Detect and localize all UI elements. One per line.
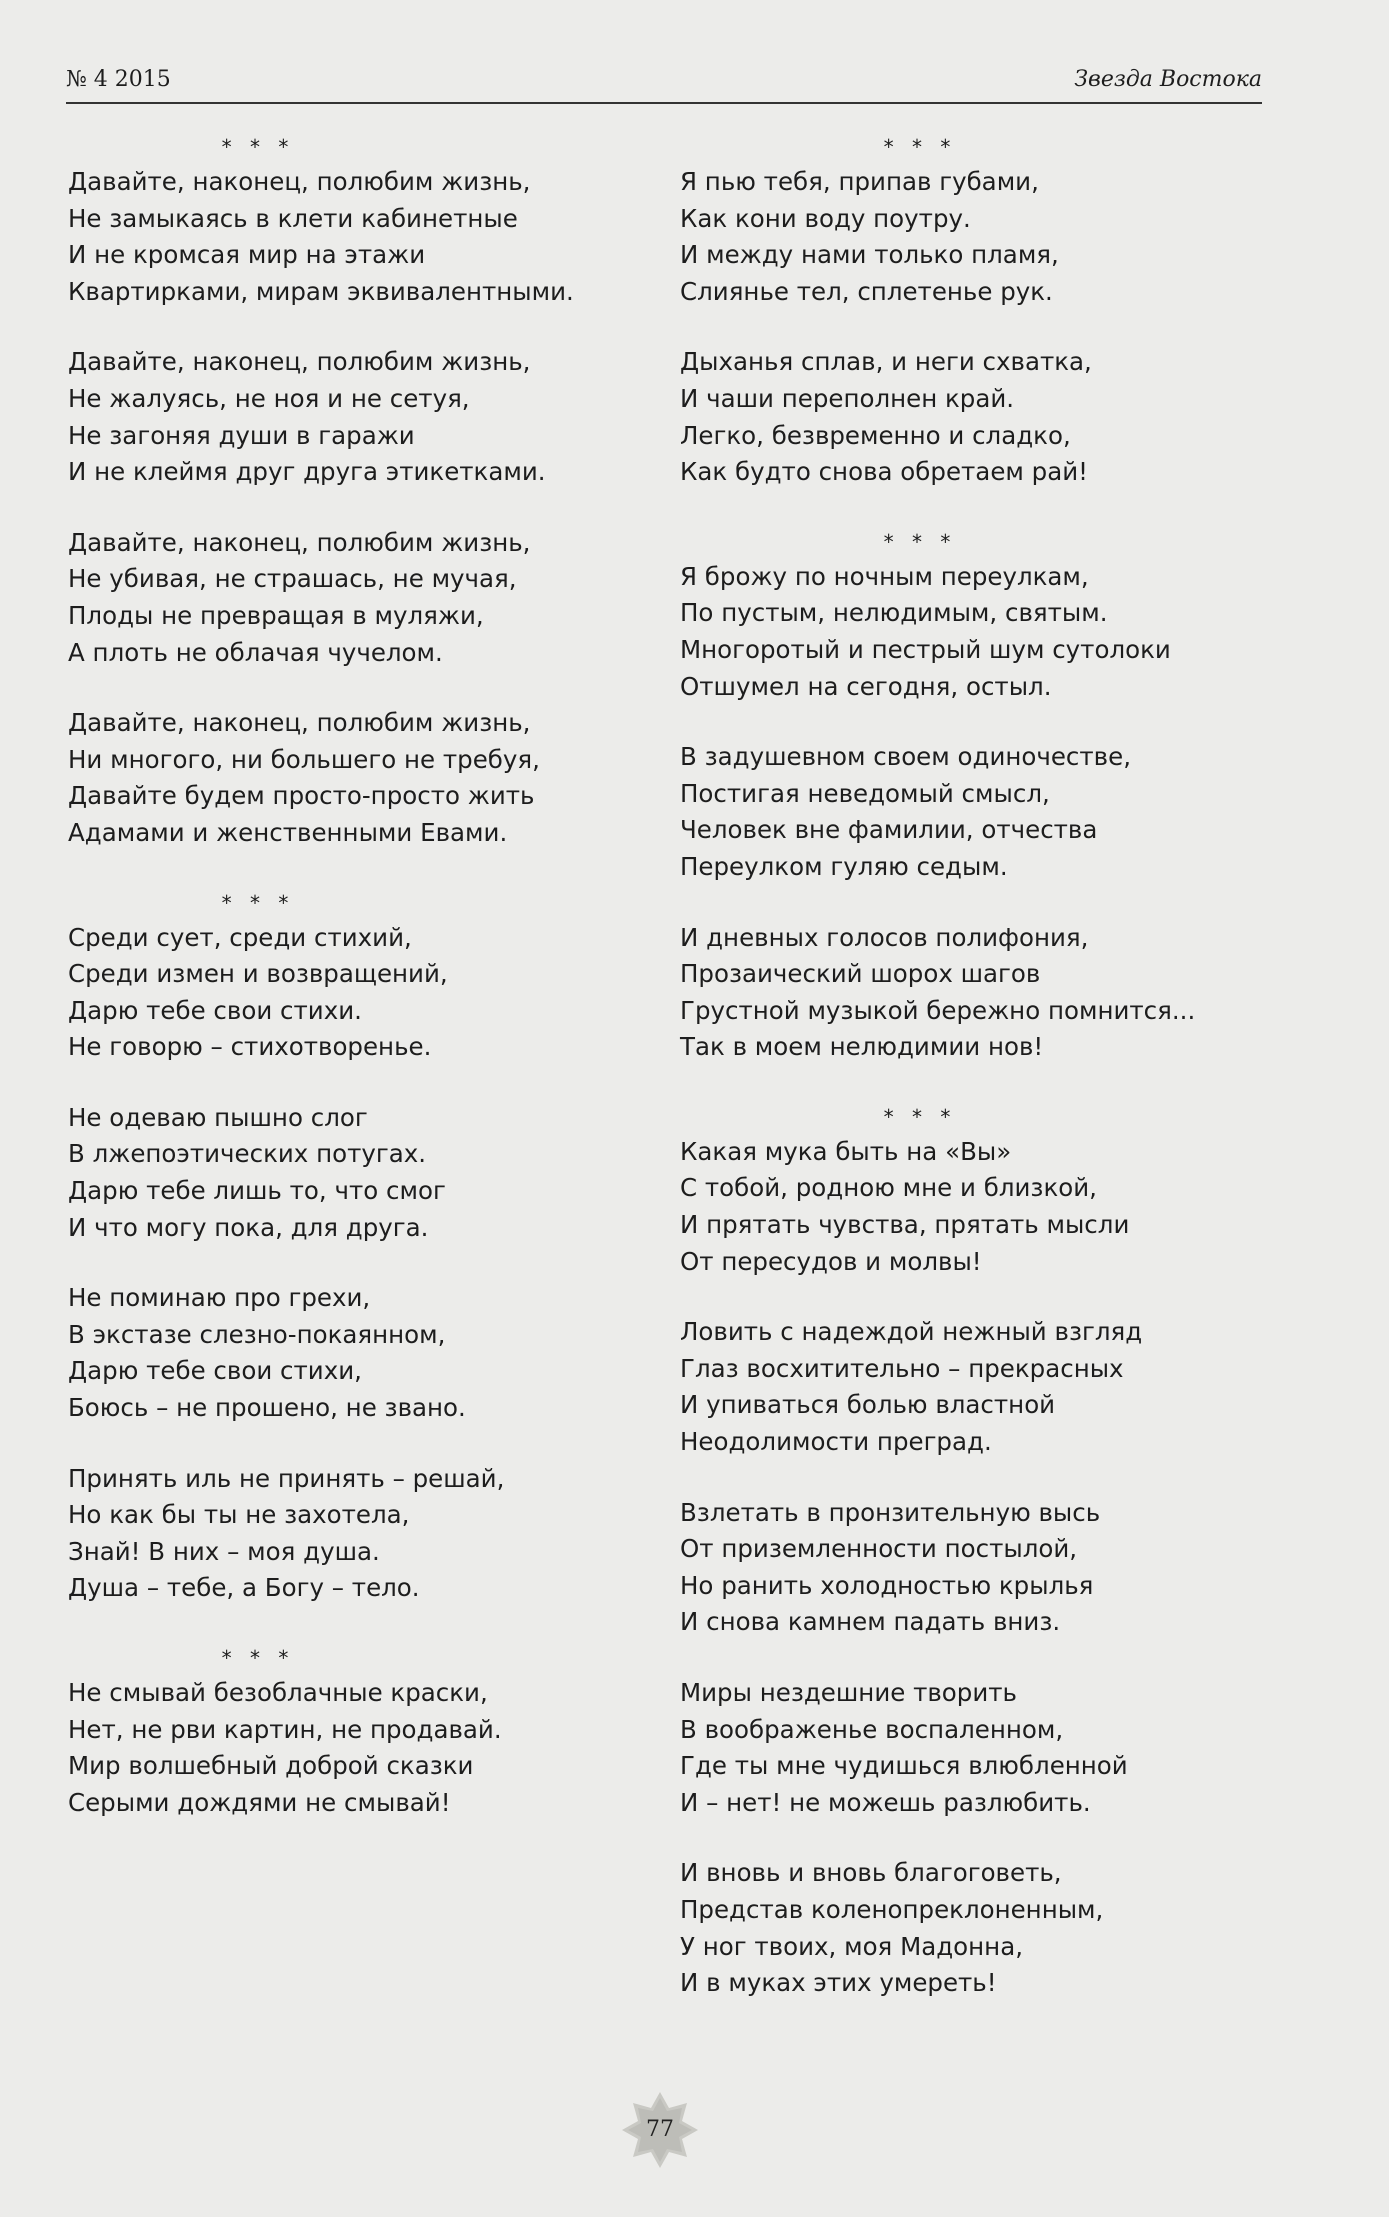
poem-stanza xyxy=(680,1134,1280,1280)
poem-line: Слиянье тел, сплетенье рук. xyxy=(680,276,1053,306)
poem-stanza xyxy=(680,920,1280,1066)
poem-stanza xyxy=(680,1314,1280,1460)
poem-stanza xyxy=(68,1280,658,1426)
poem-line: Как будто снова обретаем рай! xyxy=(680,457,1088,487)
poem-stanza xyxy=(68,164,658,310)
poem-line: Давайте, наконец, полюбим жизнь, xyxy=(68,527,531,557)
poem-stanza xyxy=(68,1675,658,1821)
poem-line: Где ты мне чудишься влюбленной xyxy=(680,1751,1128,1781)
poem-line: В задушевном своем одиночестве, xyxy=(680,742,1131,772)
left-column xyxy=(68,130,658,1855)
poem-line: Не говорю – стихотворенье. xyxy=(68,1032,432,1062)
poem-line: Не замыкаясь в клети кабинетные xyxy=(68,203,518,233)
poem-line: И не клеймя друг друга этикетками. xyxy=(68,457,546,487)
poem-line: Так в моем нелюдимии нов! xyxy=(680,1032,1044,1062)
section-divider-stars: * * * xyxy=(883,135,957,159)
poem-line: Ловить с надеждой нежный взгляд xyxy=(680,1317,1143,1347)
poem-line: И дневных голосов полифония, xyxy=(680,922,1089,952)
poem-line: Миры нездешние творить xyxy=(680,1678,1017,1707)
section-divider-stars: * * * xyxy=(883,529,957,554)
poem-line: Неодолимости преград. xyxy=(680,1427,992,1457)
section-divider-stars: * * * xyxy=(883,1104,957,1129)
page-number: 77 xyxy=(646,2117,674,2142)
poem-line: В экстазе слезно-покаянном, xyxy=(68,1319,446,1349)
poem-line: Боюсь – не прошено, не звано. xyxy=(68,1393,466,1423)
poem-stanza xyxy=(680,1855,1280,2001)
poem-line: Не загоняя души в гаражи xyxy=(68,420,415,450)
poem-line: Какая мука быть на «Вы» xyxy=(680,1136,1012,1166)
poem-line: Мир волшебный доброй сказки xyxy=(68,1751,474,1781)
section-divider-stars: * * * xyxy=(221,1646,295,1670)
poem-line: Дарю тебе свои стихи. xyxy=(68,995,362,1025)
poem-line: И упиваться болью властной xyxy=(680,1390,1056,1420)
poem-line: Адамами и женственными Евами. xyxy=(68,817,508,847)
poem-stanza xyxy=(68,344,658,490)
poem-line: Я пью тебя, припав губами, xyxy=(680,167,1039,196)
poem-line: Давайте, наконец, полюбим жизнь, xyxy=(68,708,531,738)
poem-stanza xyxy=(68,1100,658,1246)
page-header xyxy=(66,58,1262,104)
poem-line: Легко, безвременно и сладко, xyxy=(680,420,1071,450)
poem-line: И прятать чувства, прятать мысли xyxy=(680,1210,1130,1240)
poem-line: От приземленности постылой, xyxy=(680,1534,1078,1564)
poem-line: Дарю тебе лишь то, что смог xyxy=(68,1176,446,1206)
poem-stanza xyxy=(68,705,658,851)
poem-line: А плоть не облачая чучелом. xyxy=(68,637,443,667)
poem-stanza xyxy=(68,1461,658,1607)
poem-line: И – нет! не можешь разлюбить. xyxy=(680,1787,1091,1817)
poem-line: Среди измен и возвращений, xyxy=(68,959,448,989)
poem-line: Не одеваю пышно слог xyxy=(68,1102,368,1132)
poem-stanza xyxy=(680,1675,1280,1821)
poem-line: И не кромсая мир на этажи xyxy=(68,240,426,270)
poem-line: И в муках этих умереть! xyxy=(680,1968,997,1998)
poem-line: Не поминаю про грехи, xyxy=(68,1283,371,1313)
poem-line: Как кони воду поутру. xyxy=(680,203,971,233)
poem-line: Давайте, наконец, полюбим жизнь, xyxy=(68,167,531,196)
poem-line: И снова камнем падать вниз. xyxy=(680,1607,1061,1637)
poem-line: Переулком гуляю седым. xyxy=(680,851,1008,881)
poem-line: Душа – тебе, а Богу – тело. xyxy=(68,1573,420,1603)
poem-line: В воображенье воспаленном, xyxy=(680,1714,1064,1744)
journal-title: Звезда Востока xyxy=(1074,67,1262,92)
poem-line: И чаши переполнен край. xyxy=(680,383,1015,413)
poem-stanza xyxy=(680,344,1280,490)
poem-line: Среди сует, среди стихий, xyxy=(68,922,412,952)
poem-line: Многоротый и пестрый шум сутолоки xyxy=(680,634,1171,664)
poem-line: В лжепоэтических потугах. xyxy=(68,1139,427,1169)
poem-line: По пустым, нелюдимым, святым. xyxy=(680,598,1108,628)
poem-line: И что могу пока, для друга. xyxy=(68,1212,429,1242)
poem-line: У ног твоих, моя Мадонна, xyxy=(680,1931,1023,1961)
poem-line: Постигая неведомый смысл, xyxy=(680,778,1050,808)
poem-stanza xyxy=(680,1495,1280,1641)
poem-line: Но ранить холодностью крылья xyxy=(680,1570,1094,1600)
poem-line: Представ коленопреклоненным, xyxy=(680,1894,1104,1924)
right-column xyxy=(680,130,1280,2036)
issue-label: № 4 2015 xyxy=(66,67,171,92)
poem-line: Не жалуясь, не ноя и не сетуя, xyxy=(68,383,470,413)
poem-stanza xyxy=(68,920,658,1066)
poem-stanza xyxy=(680,739,1280,885)
poem-line: Ни многого, ни большего не требуя, xyxy=(68,744,540,774)
poem-line: От пересудов и молвы! xyxy=(680,1246,982,1276)
poem-line: И вновь и вновь благоговеть, xyxy=(680,1858,1062,1888)
section-divider-stars: * * * xyxy=(221,135,295,159)
poem-line: Принять иль не принять – решай, xyxy=(68,1463,505,1493)
poem-line: Серыми дождями не смывай! xyxy=(68,1787,451,1817)
poem-line: Взлетать в пронзительную высь xyxy=(680,1497,1101,1527)
poem-line: Отшумел на сегодня, остыл. xyxy=(680,671,1052,701)
poem-line: Нет, не рви картин, не продавай. xyxy=(68,1714,502,1744)
poem-line: Я брожу по ночным переулкам, xyxy=(680,561,1089,591)
section-divider-stars: * * * xyxy=(221,890,295,915)
poem-line: Квартирками, мирам эквивалентными. xyxy=(68,276,574,306)
poem-line: С тобой, родною мне и близкой, xyxy=(680,1173,1097,1203)
poem-line: Плоды не превращая в муляжи, xyxy=(68,600,484,630)
poem-line: Глаз восхитительно – прекрасных xyxy=(680,1353,1124,1383)
poem-line: Давайте, наконец, полюбим жизнь, xyxy=(68,347,531,377)
poem-line: Прозаический шорох шагов xyxy=(680,959,1041,989)
poem-stanza xyxy=(680,559,1280,705)
poem-line: Не убивая, не страшась, не мучая, xyxy=(68,564,517,594)
poem-line: Не смывай безоблачные краски, xyxy=(68,1678,488,1707)
poem-line: Дарю тебе свои стихи, xyxy=(68,1356,362,1386)
poem-line: И между нами только пламя, xyxy=(680,240,1059,270)
poem-line: Человек вне фамилии, отчества xyxy=(680,815,1098,845)
poem-stanza xyxy=(680,164,1280,310)
poem-line: Но как бы ты не захотела, xyxy=(68,1500,410,1530)
page-number-badge xyxy=(620,2090,700,2170)
poem-line: Давайте будем просто-просто жить xyxy=(68,781,535,811)
poem-line: Дыханья сплав, и неги схватка, xyxy=(680,347,1092,377)
poem-stanza xyxy=(68,525,658,671)
poem-line: Грустной музыкой бережно помнится... xyxy=(680,995,1196,1025)
poem-line: Знай! В них – моя душа. xyxy=(68,1536,380,1566)
